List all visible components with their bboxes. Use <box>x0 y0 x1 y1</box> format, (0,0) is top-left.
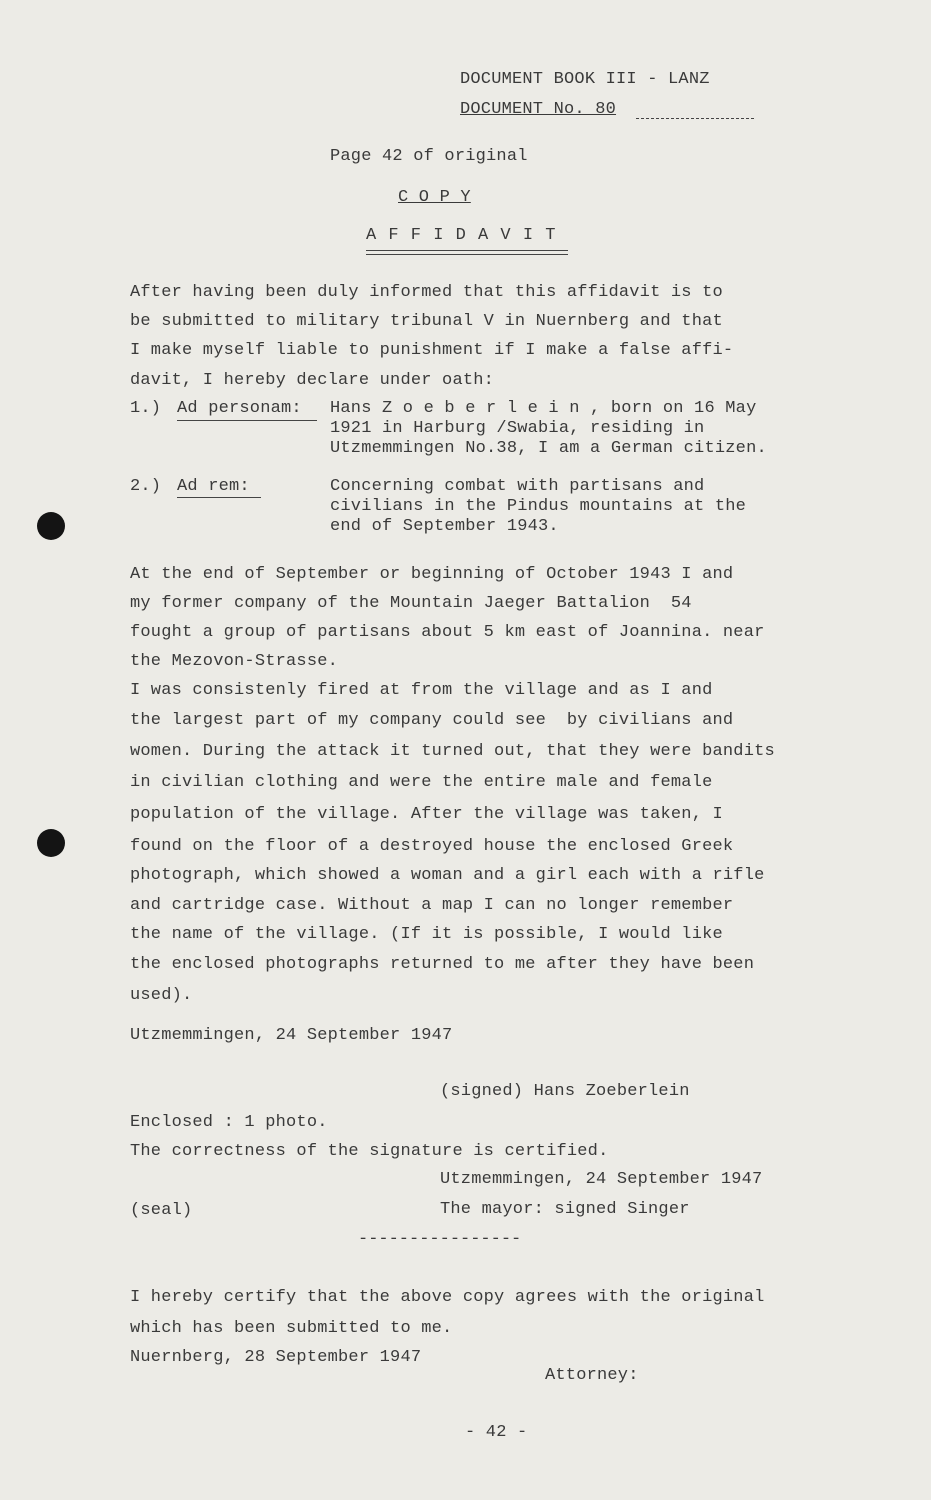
copy-heading: C O P Y <box>398 188 471 207</box>
signed-line: (signed) Hans Zoeberlein <box>440 1082 690 1101</box>
item-line: Utzmemmingen No.38, I am a German citizen. <box>330 439 767 458</box>
body-line: population of the village. After the village was taken, I <box>130 805 723 824</box>
body-line: the enclosed photographs returned to me after they have been <box>130 955 755 974</box>
intro-line: be submitted to military tribunal V in Nuernberg and that <box>130 312 723 331</box>
body-line: the Mezovon-Strasse. <box>130 652 339 671</box>
certify-line: I hereby certify that the above copy agrees with the original <box>130 1288 765 1307</box>
body-line: found on the floor of a destroyed house the enclosed Greek <box>130 837 734 856</box>
body-line: used). <box>130 986 193 1005</box>
affidavit-heading: A F F I D A V I T <box>366 226 557 245</box>
body-line: women. During the attack it turned out, that they were bandits <box>130 742 775 761</box>
seal-label: (seal) <box>130 1201 193 1220</box>
affidavit-underline-2 <box>366 254 568 255</box>
nuernberg-date: Nuernberg, 28 September 1947 <box>130 1348 422 1367</box>
page-number: - 42 - <box>465 1423 528 1442</box>
certified-line: The correctness of the signature is certified. <box>130 1142 609 1161</box>
document-book-title: DOCUMENT BOOK III - LANZ <box>460 70 710 89</box>
mayor-line: The mayor: signed Singer <box>440 1200 690 1219</box>
item-number: 2.) <box>130 477 162 496</box>
intro-line: I make myself liable to punishment if I make a false affi- <box>130 341 734 360</box>
body-line: the largest part of my company could see by civilians and <box>130 711 734 730</box>
body-line: I was consistenly fired at from the village and as I and <box>130 681 713 700</box>
page-of-original: Page 42 of original <box>330 147 528 166</box>
item-line: Hans Z o e b e r l e i n , born on 16 May <box>330 399 757 418</box>
enclosed-line: Enclosed : 1 photo. <box>130 1113 328 1132</box>
body-line: the name of the village. (If it is possible, I would like <box>130 925 723 944</box>
body-line: and cartridge case. Without a map I can no longer remember <box>130 896 734 915</box>
intro-line: After having been duly informed that this affidavit is to <box>130 283 723 302</box>
body-line: fought a group of partisans about 5 km east of Joannina. near <box>130 623 765 642</box>
document-number: DOCUMENT No. 80 <box>460 100 617 119</box>
place-date: Utzmemmingen, 24 September 1947 <box>130 1026 453 1045</box>
separator-line: ---------------- <box>358 1230 522 1249</box>
body-line: photograph, which showed a woman and a girl each with a rifle <box>130 866 765 885</box>
affidavit-underline-1 <box>366 250 568 251</box>
item-label: Ad rem: <box>177 477 250 496</box>
document-number-underline-extension <box>636 118 754 119</box>
item-line: civilians in the Pindus mountains at the <box>330 497 747 516</box>
item-line: end of September 1943. <box>330 517 559 536</box>
item-line: 1921 in Harburg /Swabia, residing in <box>330 419 705 438</box>
item-label: Ad personam: <box>177 399 302 418</box>
item-line: Concerning combat with partisans and <box>330 477 705 496</box>
intro-line: davit, I hereby declare under oath: <box>130 371 495 390</box>
certify-line: which has been submitted to me. <box>130 1319 453 1338</box>
body-line: At the end of September or beginning of October 1943 I and <box>130 565 734 584</box>
item-label-underline <box>177 497 261 498</box>
body-line: my former company of the Mountain Jaeger Battalion 54 <box>130 594 692 613</box>
cert-place-date: Utzmemmingen, 24 September 1947 <box>440 1170 763 1189</box>
punch-hole-top <box>37 512 65 540</box>
item-number: 1.) <box>130 399 162 418</box>
item-label-underline <box>177 420 317 421</box>
punch-hole-bottom <box>37 829 65 857</box>
attorney-label: Attorney: <box>545 1366 639 1385</box>
body-line: in civilian clothing and were the entire male and female <box>130 773 713 792</box>
